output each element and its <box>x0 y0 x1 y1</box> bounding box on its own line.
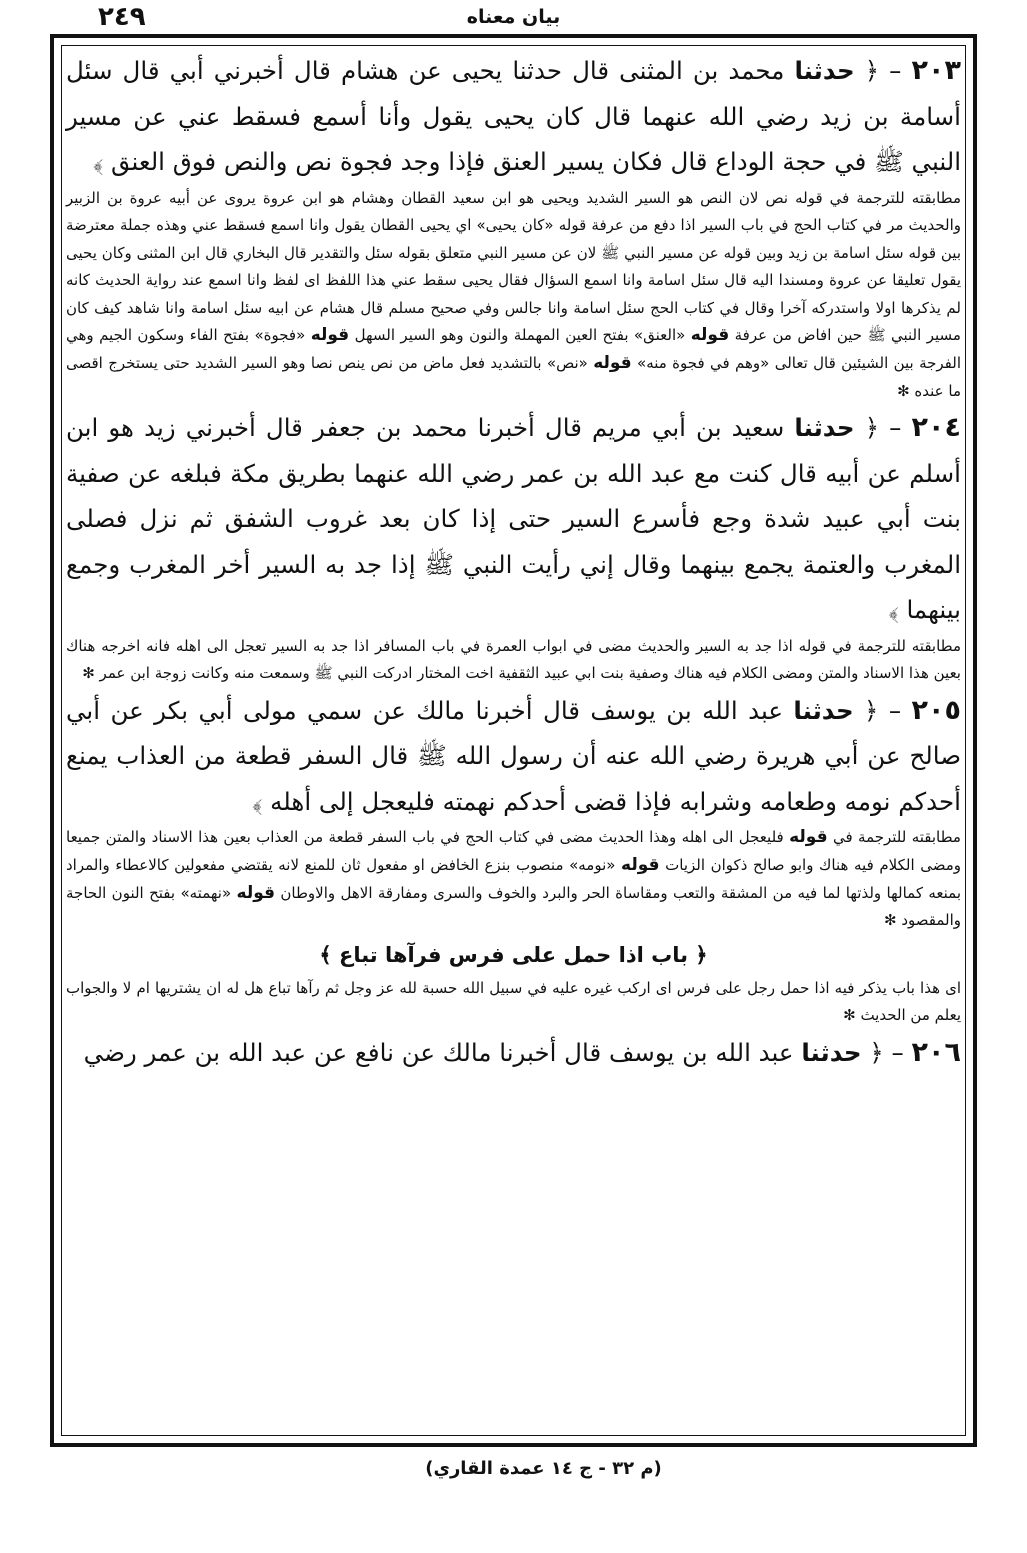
printer-signature: (م ٣٢ - ج ١٤ عمدة القاري) <box>425 1458 662 1479</box>
hadith-204: ٢٠٤ – ﴿ حدثنا سعيد بن أبي مريم قال أخبرنا محمد بن جعفر قال أخبرني زيد هو ابن أسلم عن أبيه قال كنت مع عبد الله بن عمر رضي الله عنهما بطريق مكة فبلغه عن صفية بنت أبي عبيد شدة وجع فأسرع السير حتى إذا كان بعد غروب الشفق ثم نزل فصلى المغرب والعتمة يجمع بينهما وقال إني رأيت النبي ﷺ إذا جد به السير أخر المغرب وجمع بينهما ﴾ <box>66 412 961 625</box>
haddathana-marker: حدثنا <box>794 56 855 85</box>
commentary-text: «نص» بالتشديد فعل ماض من نص ينص نصا وهو السير الشديد حتى يستخرج اقصى ما عنده <box>66 354 961 400</box>
commentary-text: «نومه» منصوب بنزع الخافض او مفعول ثان للمنع لانه يقتضي مفعولين كالاعطاء والمراد بمنعه كمالها ولذتها لما فيه من المشقة والتعب ومقاساة الحر والبرد والخوف والسرى ومفارقة الاهل والاوطان <box>66 856 961 902</box>
hadith-text: عبد الله بن يوسف قال أخبرنا مالك عن سمي مولى أبي بكر عن أبي صالح عن أبي هريرة رضي الله عنه أن رسول الله ﷺ قال السفر قطعة من العذاب يمنع أحدكم نومه وطعامه وشرابه فإذا قضى أحدكم نهمته فليعجل إلى أهله <box>66 695 961 816</box>
haddathana-marker: حدثنا <box>793 695 854 725</box>
commentary-205: مطابقته للترجمة في قوله فليعجل الى اهله وهذا الحديث مضى في كتاب الحج في باب السفر قطعة من العذاب بعين هذا الاسناد والمتن جميعا ومضى الكلام فيه هناك وابو صالح ذكوان الزيات قوله «نومه» منصوب بنزع الخافض او مفعول ثان للمنع لانه يقتضي مفعولين كالاعطاء والمراد بمنعه كمالها ولذتها لما فيه من المشقة والتعب ومقاساة الحر والبرد والخوف والسرى ومفارقة الاهل والاوطان قوله «نهمته» بفتح النون الحاجة والمقصود ✻ <box>66 827 961 930</box>
qawluhu-marker: قوله <box>236 882 276 903</box>
commentary-text: اى هذا باب يذكر فيه اذا حمل رجل على فرس اى اركب غيره عليه في سبيل الله حسبة لله عز وجل ثم رآها تباع هل له ان يشتريها ام لا والجواب يعلم من الحديث <box>66 978 961 1025</box>
commentary-text: «نهمته» بفتح النون الحاجة والمقصود <box>66 883 961 930</box>
running-title: بيان معناه <box>466 6 561 28</box>
hadith-number: ٢٠٣ <box>911 55 961 86</box>
hadith-number: ٢٠٤ <box>911 412 961 444</box>
page-number: ٢٤٩ <box>98 2 146 32</box>
hadith-text: سعيد بن أبي مريم قال أخبرنا محمد بن جعفر قال أخبرني زيد هو ابن أسلم عن أبيه قال كنت مع عبد الله بن عمر رضي الله عنهما بطريق مكة فبلغه عن صفية بنت أبي عبيد شدة وجع فأسرع السير حتى إذا كان بعد غروب الشفق ثم نزل فصلى المغرب والعتمة يجمع بينهما وقال إني رأيت النبي ﷺ إذا جد به السير أخر المغرب وجمع بينهما <box>66 413 961 625</box>
commentary-text: مطابقته للترجمة في قوله اذا جد به السير والحديث مضى في ابواب العمرة في باب المسافر اذا جد به السير تعجل الى اهله فانه اخرجه هناك بعين هذا الاسناد والمتن ومضى الكلام فيه هناك وصفية بنت ابي عبيد الثقفية اخت المختار ادركت النبي ﷺ وسمعت منه وكانت زوجة ابن عمر <box>66 636 961 683</box>
hadith-203: ٢٠٣ – ﴿ حدثنا محمد بن المثنى قال حدثنا يحيى عن هشام قال أخبرني أبي قال سئل أسامة بن زيد رضي الله عنهما قال كان يحيى يقول وأنا أسمع فسقط عني عن مسير النبي ﷺ في حجة الوداع قال فكان يسير العنق فإذا وجد فجوة نص والنص فوق العنق ﴾ <box>66 55 961 176</box>
commentary-text: فليعجل الى اهله وهذا الحديث مضى في كتاب الحج في باب السفر قطعة من العذاب بعين هذا الاسناد والمتن جميعا ومضى الكلام فيه هناك وابو صالح ذكوان الزيات <box>66 828 961 875</box>
qawluhu-marker: قوله <box>621 855 660 876</box>
commentary-text: «العنق» بفتح العين المهملة والنون وهو السير السهل <box>354 326 686 345</box>
chapter-commentary: اى هذا باب يذكر فيه اذا حمل رجل على فرس اى اركب غيره عليه في سبيل الله حسبة لله عز وجل ثم رآها تباع هل له ان يشتريها ام لا والجواب يعلم من الحديث ✻ <box>66 978 961 1025</box>
chapter-heading: ﴿ باب اذا حمل على فرس فرآها تباع ﴾ <box>319 942 708 967</box>
page-body <box>66 48 961 1076</box>
hadith-text: عبد الله بن يوسف قال أخبرنا مالك عن نافع عن عبد الله بن عمر رضي <box>83 1038 794 1067</box>
hadith-205: ٢٠٥ – ﴿ حدثنا عبد الله بن يوسف قال أخبرنا مالك عن سمي مولى أبي بكر عن أبي صالح عن أبي هريرة رضي الله عنه أن رسول الله ﷺ قال السفر قطعة من العذاب يمنع أحدكم نومه وطعامه وشرابه فإذا قضى أحدكم نهمته فليعجل إلى أهله ﴾ <box>66 694 961 816</box>
commentary-203: مطابقته للترجمة في قوله نص لان النص هو السير الشديد ويحيى هو ابن سعيد القطان وهشام هو ابن عروة يروى عن أبيه عروة بن الزبير والحديث مر في كتاب الحج في باب السير اذا دفع من عرفة قوله «كان يحيى» اي يحيى القطان يقول وانا اسمع فسقط عني وهذه جملة معترضة بين قوله سئل اسامة بن زيد وبين قوله عن مسير النبي ﷺ لان عن مسير النبي متعلق بقوله سئل والتقدير قال البخاري قال ابن المثنى وكان يحيى يقول تعليقا عن عروة ومسندا اليه قال سئل اسامة وانا اسمع السؤال فقال يحيى سقط عني هذا اللفظ اى لفظ وانا اسمع عند رواية الحديث كانه لم يذكرها اولا واستدركه آخرا وقال في كتاب الحج سئل اسامة وانا جالس وفي صحيح مسلم قال هشام عن ابيه سئل اسامة وانا شاهد كيف كان مسير النبي ﷺ حين افاض من عرفة قوله «العنق» بفتح العين المهملة والنون وهو السير السهل قوله «فجوة» بفتح الفاء وسكون الجيم وهي الفرجة بين الشيئين قال تعالى «وهم في فجوة منه» قوله «نص» بالتشديد فعل ماض من نص ينص نصا وهو السير الشديد حتى يستخرج اقصى ما عنده ✻ <box>66 188 961 400</box>
commentary-text: «فجوة» بفتح الفاء وسكون الجيم وهي الفرجة بين الشيئين قال تعالى «وهم في فجوة منه» <box>66 326 961 373</box>
footer <box>0 1458 1027 1479</box>
commentary-204: مطابقته للترجمة في قوله اذا جد به السير والحديث مضى في ابواب العمرة في باب المسافر اذا جد به السير تعجل الى اهله فانه اخرجه هناك بعين هذا الاسناد والمتن ومضى الكلام فيه هناك وصفية بنت ابي عبيد الثقفية اخت المختار ادركت النبي ﷺ وسمعت منه وكانت زوجة ابن عمر ✻ <box>66 636 961 683</box>
commentary-text: مطابقته للترجمة في قوله نص لان النص هو السير الشديد ويحيى هو ابن سعيد القطان وهشام هو ابن عروة يروى عن أبيه عروة بن الزبير والحديث مر في كتاب الحج في باب السير اذا دفع من عرفة قوله «كان يحيى» اي يحيى القطان يقول وانا اسمع فسقط عني وهذه جملة معترضة بين قوله سئل اسامة بن زيد وبين قوله عن مسير النبي ﷺ لان عن مسير النبي متعلق بقوله سئل والتقدير قال البخاري قال ابن المثنى وكان يحيى يقول تعليقا عن عروة ومسندا اليه قال سئل اسامة وانا اسمع السؤال فقال يحيى سقط عني هذا اللفظ اى لفظ وانا اسمع عند رواية الحديث كانه لم يذكرها اولا واستدركه آخرا وقال في كتاب الحج سئل اسامة وانا جالس وفي صحيح مسلم قال هشام عن ابيه سئل اسامة وانا شاهد كيف كان مسير النبي ﷺ حين افاض من عرفة <box>66 188 961 345</box>
commentary-text: مطابقته للترجمة في <box>832 828 961 847</box>
hadith-number: ٢٠٦ <box>911 1037 961 1068</box>
qawluhu-marker: قوله <box>690 325 730 346</box>
haddathana-marker: حدثنا <box>801 1038 862 1067</box>
qawluhu-marker: قوله <box>310 325 350 346</box>
hadith-text: محمد بن المثنى قال حدثنا يحيى عن هشام قال أخبرني أبي قال سئل أسامة بن زيد رضي الله عنهما قال كان يحيى يقول وأنا أسمع فسقط عني عن مسير النبي ﷺ في حجة الوداع قال فكان يسير العنق فإذا وجد فجوة نص والنص فوق العنق <box>66 56 961 176</box>
qawluhu-marker: قوله <box>593 353 632 374</box>
qawluhu-marker: قوله <box>789 827 828 848</box>
hadith-number: ٢٠٥ <box>911 694 961 726</box>
hadith-206: ٢٠٦ – ﴿ حدثنا عبد الله بن يوسف قال أخبرنا مالك عن نافع عن عبد الله بن عمر رضي <box>83 1037 961 1068</box>
haddathana-marker: حدثنا <box>794 413 855 443</box>
